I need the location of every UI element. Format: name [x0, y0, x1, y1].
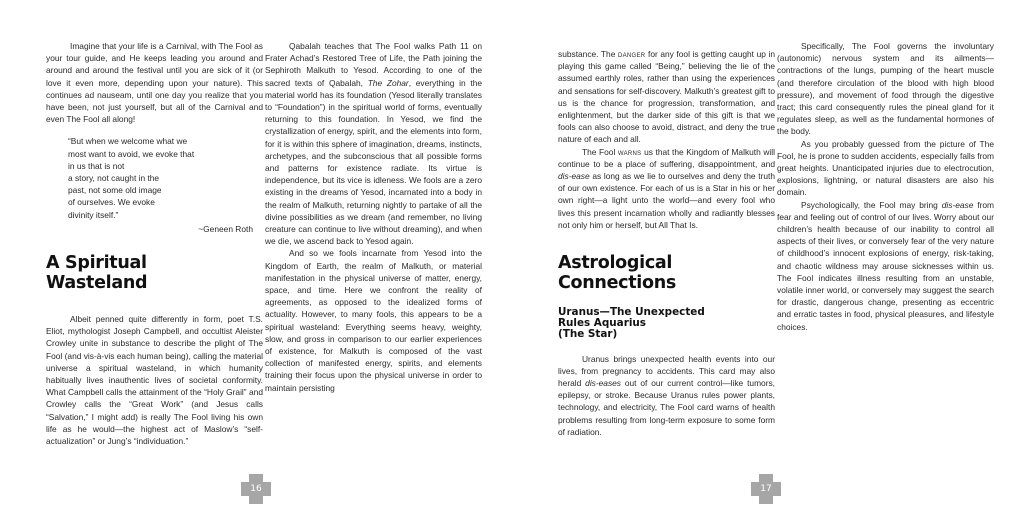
body-paragraph [265, 40, 482, 247]
text-run: substance. The [558, 49, 618, 59]
text-run: from fear and feeling out of control of our lives. Worry about our children’s health because of our inability to control all aspects of their lives, or conversely fear of the very nature of childhood’s innocent explosions of energy, risk-taking, and chaotic wildness may arouse sicknesses within us. The Fool indicates illness resulting from an unstable, volatile inner world, or conversely may suggest the search for drastic, dangerous change, presenting as eccentric and erratic tastes in food, physical pleasures, and lifestyle choices. [777, 199, 994, 332]
italic-word: dis-ease [941, 199, 974, 210]
body-paragraph [558, 48, 775, 146]
text-run: The Fool [582, 146, 618, 157]
epigraph-quote [68, 135, 218, 220]
body-paragraph [777, 199, 994, 333]
section-heading-astrological-connections: Astrological Connections [558, 253, 676, 294]
page-number: 17 [760, 484, 772, 494]
text-run: Psychologically, the Fool may bring [801, 199, 942, 210]
body-paragraph [558, 146, 775, 231]
body-paragraph: As you probably guessed from the picture of The Fool, he is prone to sudden accidents, especially falls from great heights. Unanticipated injuries due to electrocution, explosions, lightning, or natural disasters are also his domain. [777, 138, 994, 198]
page-number-badge [751, 474, 781, 504]
right-page-column-2 [777, 40, 994, 333]
quote-line: divinity itself.” [68, 209, 119, 220]
intro-paragraph: Imagine that your life is a Carnival, with The Fool as your tour guide, and He keeps leading you around and around and around the festival until you are sick of it (or love it even more, depending upon your nature). This continues ad nauseam, until one day you realize that you have been, not just yourself, but all of the Carnival and even The Fool all along! [46, 41, 263, 125]
text-run: Uranus brings unexpected health events into our lives, from pregnancy to accidents. This card may also herald [558, 353, 775, 389]
left-page-column-1 [46, 40, 263, 447]
quote-line: a story, not caught in the [68, 173, 160, 184]
quote-line: of ourselves. We evoke [68, 197, 155, 208]
right-page-column-1 [558, 48, 775, 438]
left-page-column-2 [265, 40, 482, 394]
body-paragraph: Specifically, The Fool governs the involuntary (autonomic) nervous system and its ailments—contractions of the lungs, pumping of the heart muscle (and therefore circulation of the blood with high blood pressure), and movement of food through the digestive tract; this card consequently rules the pineal gland for it regulates sleep, as well as the fundamental hormones of the body. [777, 41, 994, 137]
page-number: 16 [250, 484, 262, 494]
subheading [558, 307, 775, 341]
text-run: for any fool is getting caught up in playing this game called “Being,” believing the lie of the assumed earthly roles, rather than using the experiences and sensations for self-discovery. Malkuth’s greatest gift to us is the chance for progression, transformation, and enlightenment, but the darker side of this gift is that we fools can also choose to avoid, distract, and deny the true nature of each and all. [558, 49, 775, 145]
text-run: out of our current control—like tumors, epilepsy, or stroke. Because Uranus rules power plants, technology, and electricity, The Fool card warns of health problems resulting from long-term exposure to some form of radiation. [558, 378, 776, 437]
body-paragraph: And so we fools incarnate from Yesod into the Kingdom of Earth, the realm of Malkuth, or material manifestation in the physical universe of matter, energy, space, and time. Here we confront the reality of agreements, as opposed to the idealized forms of actuality. However, to many fools, this appears to be a spiritual wasteland: Everything seems heavy, weighty, slow, and gross in comparison to our earlier experiences of existence, for Malkuth is composed of the vast collection of manifested energy, spirits, and elements training their focus upon the physical universe in order to maintain persisting [265, 248, 482, 393]
small-caps-word: danger [617, 49, 646, 59]
body-paragraph [558, 353, 775, 438]
subheading-line: (The Star) [558, 328, 618, 341]
text-run: , everything in the material world has its foundation (Yesod literally translates to “Foundation”) in the spiritual world of forms, eventually returning to this foundation. In Yesod, we find the crystallization of energy, spirit, and the elements into form, for it is within this sphere of imagination, dreams, instincts, archetypes, and the subconscious that all possible forms and patterns for existence radiate. Its virtue is independence, but its vice is idleness. We fools are a zero existing in the dreams of Yesod, incarnated into a body in the realm of Malkuth, returning nightly to partake of all the divine possibilities as we dream (and remember, no living creature can continue to live without dreaming), and when we die, we ascend back to Yesod again. [265, 77, 483, 247]
body-paragraph: Albeit penned quite differently in form, poet T.S. Eliot, mythologist Joseph Campbell, and occultist Aleister Crowley unite in substance to describe the plight of The Fool (and vis-à-vis each human being), calling the material universe a spiritual wasteland, in which humanity habitually lives inauthentic lives of societal conformity. What Campbell calls the attainment of the “Holy Grail” and Crowley calls the “Great Work” (and Jesus calls “Salvation,” I might add) is really The Fool living his own life as he would—the highest act of Maslow’s “self-actualization” or Jung’s “individuation.” [46, 314, 263, 447]
small-caps-word: warns [617, 146, 642, 157]
italic-word: dis-eases [585, 378, 621, 389]
italic-word: dis-ease [558, 171, 590, 182]
quote-line: in us that is not [68, 160, 125, 171]
text-run: Qabalah teaches that The Fool walks Path 11 on Frater Achad’s Restored Tree of Life, the Path joining the Sephiroth Malkuth to Yesod. According to one of the sacred texts of Qabalah, [265, 41, 482, 88]
right-page [512, 0, 1024, 512]
section-heading-spiritual-wasteland: A Spiritual Wasteland [46, 253, 148, 294]
text-run: as long as we lie to ourselves and deny the truth of our own existence. For each of us is a Star in his or her own right—a light unto the world—and every fool who lives this present incarnation wholly and radiantly blesses not only him or herself, but All That Is. [558, 171, 775, 230]
quote-attribution: ~Geneen Roth [198, 223, 253, 234]
page-number-badge [241, 474, 271, 504]
subheading-line: Uranus—The Unexpected [558, 306, 705, 319]
book-title-italic: The Zohar [367, 77, 409, 88]
quote-line: “But when we welcome what we [68, 136, 188, 147]
text-run: us that the Kingdom of Malkuth will continue to be a place of suffering, disappointment, and [558, 146, 775, 169]
quote-line: most want to avoid, we evoke that [68, 148, 195, 159]
subheading-line: Rules Aquarius [558, 317, 646, 330]
quote-line: past, not some old image [68, 185, 162, 196]
